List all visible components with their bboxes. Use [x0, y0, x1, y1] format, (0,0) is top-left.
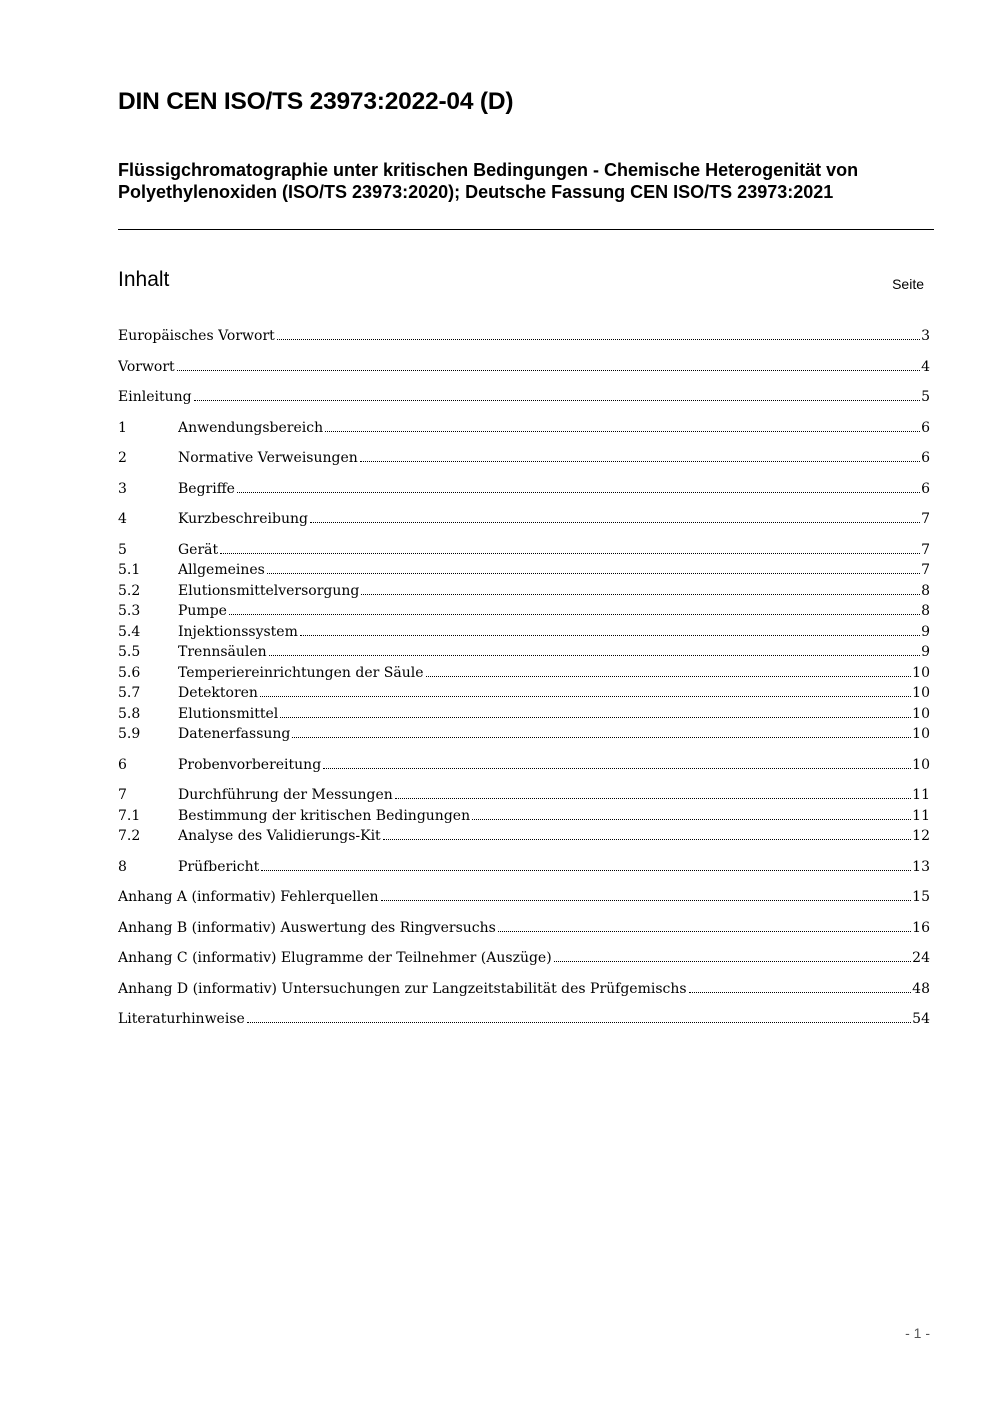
toc-entry-page: 9	[921, 623, 930, 640]
toc-entry[interactable]	[118, 479, 930, 500]
toc-dot-leader	[292, 737, 911, 738]
toc-entry[interactable]	[118, 418, 930, 439]
toc-entry-page: 48	[912, 980, 930, 997]
toc-dot-leader	[383, 839, 911, 840]
toc-entry[interactable]	[118, 683, 930, 704]
toc-dot-leader	[323, 768, 911, 769]
toc-dot-leader	[689, 992, 912, 993]
toc-entry[interactable]	[118, 948, 930, 969]
toc-entry[interactable]	[118, 806, 930, 827]
toc-entry[interactable]	[118, 724, 930, 745]
toc-entry-title: Literaturhinweise	[118, 1011, 245, 1027]
toc-entry[interactable]	[118, 509, 930, 530]
toc-entry-title: Begriffe	[178, 480, 235, 497]
toc-dot-leader	[177, 370, 920, 371]
toc-entry-number: 7.1	[118, 807, 141, 824]
toc-entry-number: 7.2	[118, 828, 141, 844]
toc-entry-number: 5.5	[118, 644, 141, 660]
toc-entry[interactable]	[118, 622, 930, 643]
toc-entry-title: Vorwort	[118, 358, 175, 375]
toc-dot-leader	[360, 461, 920, 462]
toc-entry-number: 6	[118, 756, 127, 773]
toc-entry[interactable]	[118, 887, 930, 908]
toc-entry-page: 7	[921, 562, 930, 578]
toc-entry-page: 54	[912, 1011, 930, 1027]
toc-entry-title: Anhang B (informativ) Auswertung des Ringversuchs	[118, 919, 496, 936]
toc-entry-title: Prüfbericht	[178, 858, 260, 875]
toc-entry-page: 7	[921, 541, 930, 558]
toc-entry[interactable]	[118, 979, 930, 1000]
toc-entry-title: Temperiereinrichtungen der Säule	[178, 664, 424, 681]
page-column-label: Seite	[892, 276, 924, 292]
toc-dot-leader	[325, 431, 920, 432]
toc-entry-page: 6	[921, 419, 930, 436]
toc-entry-title: Bestimmung der kritischen Bedingungen	[178, 807, 471, 824]
toc-entry[interactable]	[118, 387, 930, 408]
toc-dot-leader	[194, 400, 921, 401]
toc-dot-leader	[260, 696, 911, 697]
toc-entry[interactable]	[118, 560, 930, 581]
toc-entry-title: Detektoren	[178, 685, 258, 701]
toc-entry-number: 3	[118, 480, 127, 497]
toc-dot-leader	[361, 594, 920, 595]
toc-entry-page: 16	[912, 919, 930, 936]
toc-entry-number: 5.2	[118, 582, 141, 599]
toc-entry[interactable]	[118, 704, 930, 725]
toc-entry-page: 6	[921, 450, 930, 466]
toc-entry-number: 4	[118, 511, 127, 527]
page-number: - 1 -	[905, 1325, 930, 1341]
title-divider	[118, 229, 934, 230]
toc-entry[interactable]	[118, 540, 930, 561]
toc-dot-leader	[310, 522, 920, 523]
toc-entry-title: Analyse des Validierungs-Kit	[178, 828, 381, 844]
toc-entry[interactable]	[118, 601, 930, 622]
toc-dot-leader	[426, 676, 912, 677]
toc-dot-leader	[280, 717, 911, 718]
toc-dot-leader	[267, 573, 920, 574]
toc-entry-title: Europäisches Vorwort	[118, 328, 275, 344]
toc-entry-page: 15	[912, 889, 930, 905]
toc-entry-number: 5.3	[118, 603, 141, 619]
toc-entry-page: 13	[912, 858, 930, 875]
toc-entry-title: Datenerfassung	[178, 726, 291, 742]
toc-entry[interactable]	[118, 448, 930, 469]
toc-heading: Inhalt	[118, 268, 170, 291]
toc-dot-leader	[277, 339, 920, 340]
toc-entry-number: 5.8	[118, 705, 141, 722]
toc-entry-title: Elutionsmittel	[178, 705, 279, 722]
toc-entry-page: 8	[921, 603, 930, 619]
toc-entry-title: Anhang D (informativ) Untersuchungen zur Langzeitstabilität des Prüfgemischs	[118, 980, 687, 997]
table-of-contents	[118, 326, 930, 1030]
toc-entry-title: Anwendungsbereich	[178, 419, 324, 436]
toc-entry-page: 10	[912, 685, 930, 701]
toc-entry-title: Pumpe	[178, 603, 227, 619]
toc-entry[interactable]	[118, 357, 930, 378]
toc-dot-leader	[472, 819, 911, 820]
toc-entry-number: 1	[118, 419, 127, 436]
toc-entry-page: 5	[921, 389, 930, 405]
toc-entry[interactable]	[118, 642, 930, 663]
toc-entry-title: Normative Verweisungen	[178, 450, 358, 466]
toc-entry-page: 6	[921, 480, 930, 497]
toc-entry-title: Injektionssystem	[178, 623, 298, 640]
toc-entry-number: 2	[118, 450, 127, 466]
document-title: DIN CEN ISO/TS 23973:2022-04 (D)	[118, 88, 514, 115]
toc-entry-number: 5.6	[118, 664, 141, 681]
toc-entry-title: Kurzbeschreibung	[178, 511, 308, 527]
toc-entry-page: 12	[912, 828, 930, 844]
toc-entry[interactable]	[118, 581, 930, 602]
toc-entry[interactable]	[118, 857, 930, 878]
toc-entry-title: Anhang C (informativ) Elugramme der Teilnehmer (Auszüge)	[118, 950, 552, 966]
toc-entry[interactable]	[118, 663, 930, 684]
toc-entry-page: 10	[912, 705, 930, 722]
toc-entry-page: 10	[912, 726, 930, 742]
toc-entry-title: Trennsäulen	[178, 644, 267, 660]
toc-entry-page: 4	[921, 358, 930, 375]
toc-entry-number: 5	[118, 541, 127, 558]
toc-entry-number: 8	[118, 858, 127, 875]
toc-dot-leader	[300, 635, 920, 636]
toc-entry-number: 5.4	[118, 623, 141, 640]
toc-dot-leader	[498, 931, 911, 932]
toc-dot-leader	[220, 553, 920, 554]
toc-entry-page: 7	[921, 511, 930, 527]
toc-entry[interactable]	[118, 826, 930, 847]
toc-entry-title: Probenvorbereitung	[178, 756, 322, 773]
toc-entry[interactable]	[118, 326, 930, 347]
toc-entry-number: 5.9	[118, 726, 141, 742]
toc-entry-page: 9	[921, 644, 930, 660]
toc-entry-page: 24	[912, 950, 930, 966]
toc-dot-leader	[247, 1022, 911, 1023]
toc-dot-leader	[269, 655, 920, 656]
toc-entry[interactable]	[118, 1009, 930, 1030]
toc-entry-page: 10	[912, 664, 930, 681]
toc-dot-leader	[237, 492, 920, 493]
toc-dot-leader	[554, 961, 912, 962]
toc-entry[interactable]	[118, 755, 930, 776]
toc-entry-page: 11	[912, 807, 930, 824]
toc-entry-page: 10	[912, 756, 930, 773]
toc-dot-leader	[395, 798, 911, 799]
toc-dot-leader	[229, 614, 920, 615]
toc-entry-title: Gerät	[178, 541, 219, 558]
toc-entry-page: 11	[912, 787, 930, 803]
document-subtitle: Flüssigchromatographie unter kritischen Bedingungen - Chemische Heterogenität von Polyethylenoxiden (ISO/TS 23973:2020); Deutsche Fassung CEN ISO/TS 23973:2021	[118, 160, 859, 202]
toc-entry-title: Elutionsmittelversorgung	[178, 582, 360, 599]
toc-entry-number: 5.7	[118, 685, 141, 701]
toc-entry-page: 3	[921, 328, 930, 344]
toc-entry-page: 8	[921, 582, 930, 599]
toc-entry-title: Anhang A (informativ) Fehlerquellen	[118, 889, 379, 905]
toc-entry-title: Allgemeines	[178, 562, 265, 578]
toc-entry[interactable]	[118, 785, 930, 806]
toc-dot-leader	[261, 870, 911, 871]
toc-dot-leader	[381, 900, 912, 901]
toc-entry-number: 7	[118, 787, 127, 803]
toc-entry[interactable]	[118, 918, 930, 939]
toc-entry-title: Einleitung	[118, 389, 192, 405]
toc-entry-number: 5.1	[118, 562, 141, 578]
toc-entry-title: Durchführung der Messungen	[178, 787, 393, 803]
